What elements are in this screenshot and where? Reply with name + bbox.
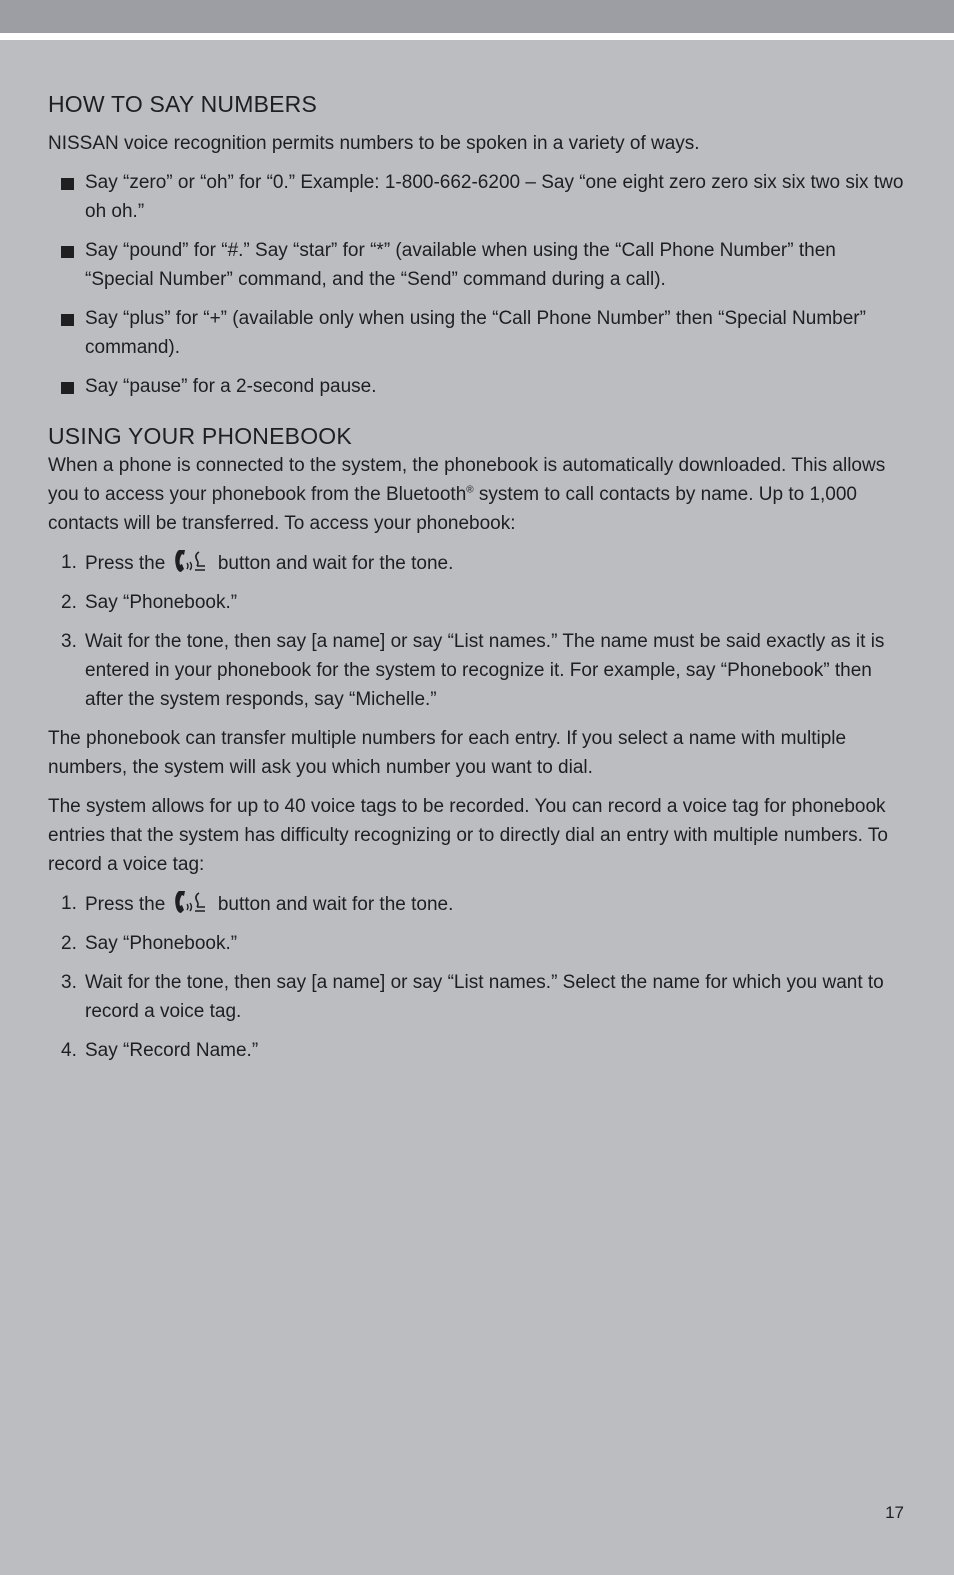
bullet-text: Say “pound” for “#.” Say “star” for “*” (available when using the “Call Phone Number” then “Special Number” command, and the “Send” command during a call). [85,240,836,290]
phonebook-steps [48,548,908,714]
step-number: 3. [61,631,77,652]
heading-how-to-say-numbers: HOW TO SAY NUMBERS [48,91,317,117]
phonebook-intro-text-b: system to call contacts by name. Up to 1,000 contacts will be transferred. To access your phonebook: [48,484,857,534]
square-bullet-icon [61,178,74,190]
phone-voice-icon [173,889,211,915]
step-number: 1. [61,552,77,573]
step-text: Say “Phonebook.” [85,592,238,613]
step-text: Wait for the tone, then say [a name] or say “List names.” Select the name for which you want to record a voice tag. [85,972,884,1022]
step-number: 2. [61,592,77,613]
list-item [48,968,908,1026]
phonebook-intro [48,451,908,538]
list-item [48,929,908,958]
header-band [0,0,954,33]
step-text: Say “Phonebook.” [85,933,238,954]
phonebook-intro-text-a: When a phone is connected to the system, the phonebook is automatically downloaded. This allows you to access your phonebook from the Bluetooth [48,455,886,505]
heading-using-your-phonebook: USING YOUR PHONEBOOK [48,423,352,449]
step-text-after-icon: button and wait for the tone. [217,553,454,574]
list-item [48,627,908,714]
step-number: 1. [61,893,77,914]
step-text-before-icon: Press the [85,894,166,915]
numbers-intro: NISSAN voice recognition permits numbers to be spoken in a variety of ways. [48,133,700,154]
registered-mark: ® [466,484,474,496]
phone-voice-icon [173,548,211,574]
list-item [48,889,908,919]
step-number: 2. [61,933,77,954]
page-content [48,89,908,1075]
step-text: Say “Record Name.” [85,1040,259,1061]
step-number: 4. [61,1040,77,1061]
bullet-text: Say “plus” for “+” (available only when using the “Call Phone Number” then “Special Number” command). [85,308,866,358]
bullet-text: Say “zero” or “oh” for “0.” Example: 1-800-662-6200 – Say “one eight zero zero six six two six two oh oh.” [85,172,904,222]
phonebook-multiple-numbers: The phonebook can transfer multiple numbers for each entry. If you select a name with multiple numbers, the system will ask you which number you want to dial. [48,728,847,778]
list-item [48,236,908,294]
numbers-bullet-list [48,168,908,401]
list-item [48,548,908,578]
voice-tags-intro: The system allows for up to 40 voice tags to be recorded. You can record a voice tag for phonebook entries that the system has difficulty recognizing or to directly dial an entry with multiple numbers. To record a voice tag: [48,796,888,875]
step-number: 3. [61,972,77,993]
step-text-after-icon: button and wait for the tone. [217,894,454,915]
list-item [48,372,908,401]
list-item [48,168,908,226]
page-number: 17 [885,1503,904,1522]
list-item [48,304,908,362]
voice-tag-steps [48,889,908,1065]
step-text: Wait for the tone, then say [a name] or say “List names.” The name must be said exactly as it is entered in your phonebook for the system to recognize it. For example, say “Phonebook” then after the system responds, say “Michelle.” [85,631,885,710]
square-bullet-icon [61,382,74,394]
square-bullet-icon [61,314,74,326]
step-text-before-icon: Press the [85,553,166,574]
header-divider [0,33,954,40]
bullet-text: Say “pause” for a 2-second pause. [85,376,377,397]
list-item [48,1036,908,1065]
list-item [48,588,908,617]
square-bullet-icon [61,246,74,258]
